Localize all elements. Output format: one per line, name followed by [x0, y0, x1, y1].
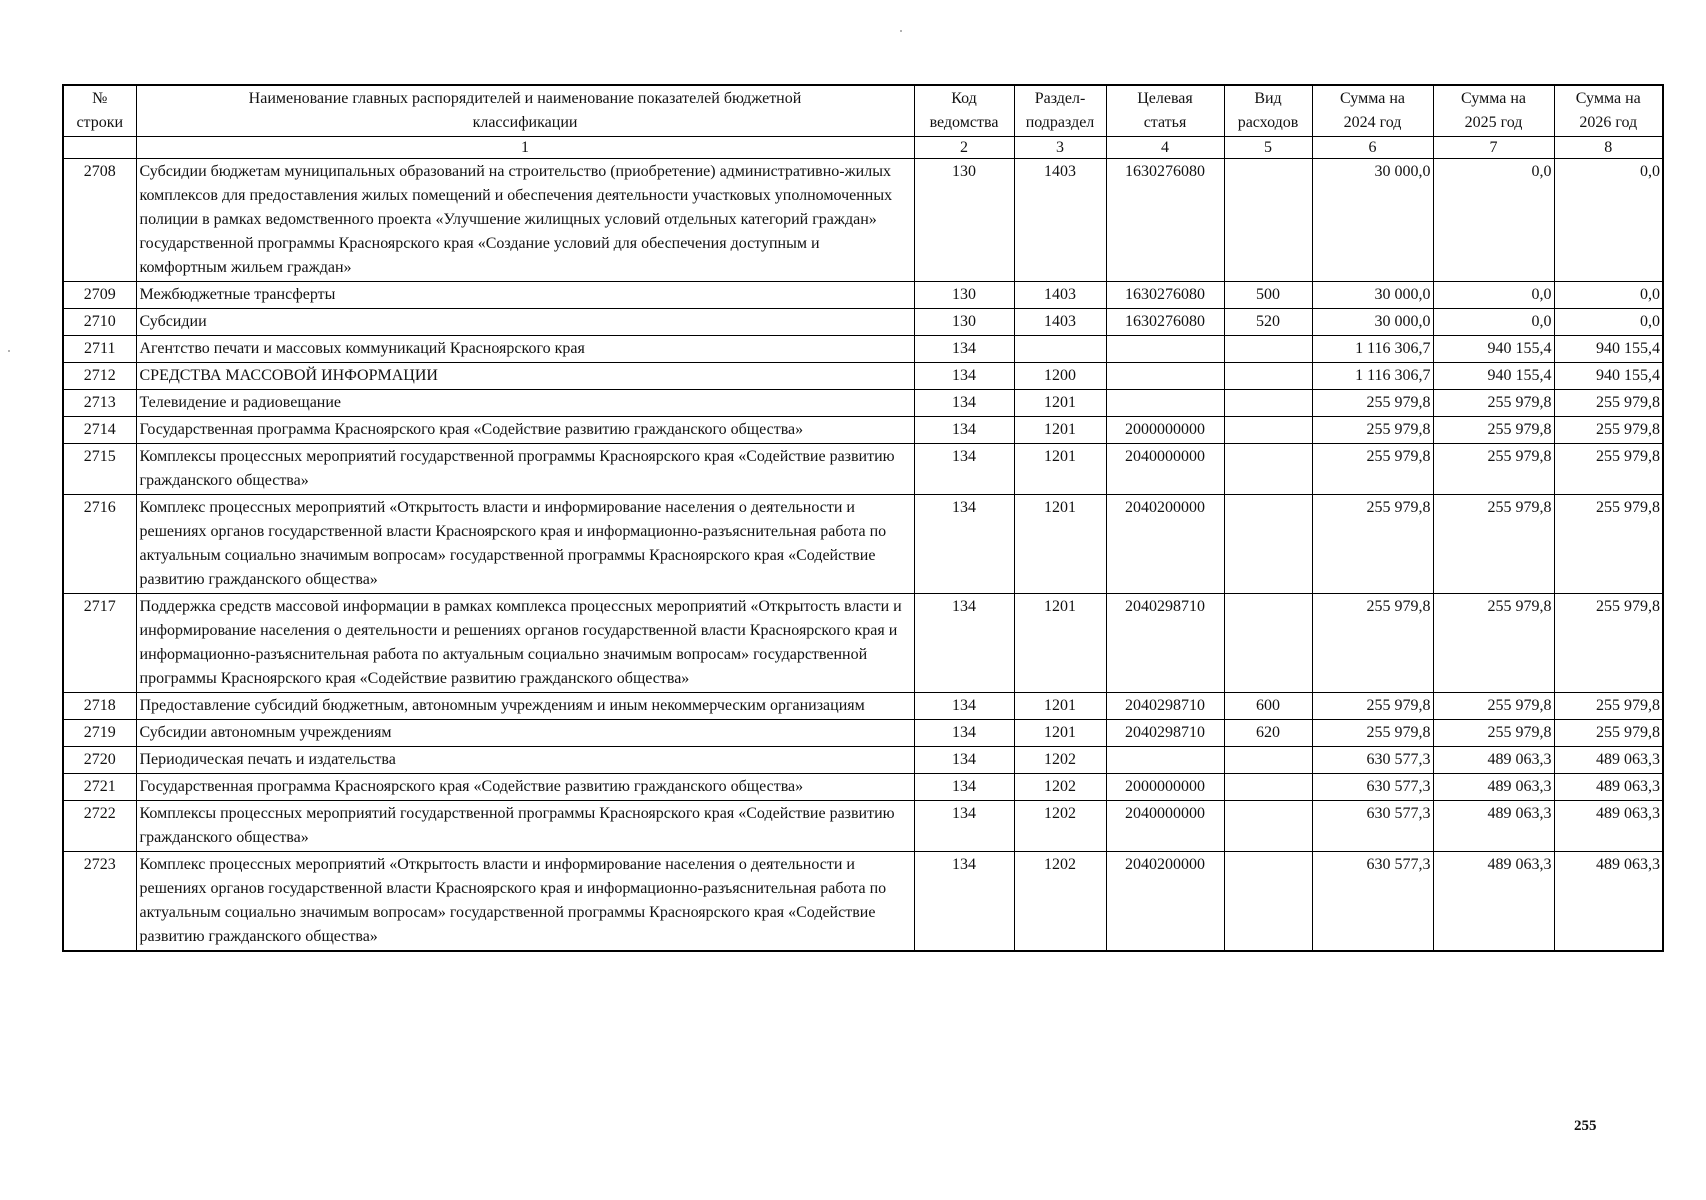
row-expense-type — [1224, 774, 1312, 801]
row-target-item — [1106, 363, 1224, 390]
row-number: 2709 — [63, 282, 136, 309]
column-number: 5 — [1224, 137, 1312, 159]
row-sum-2025: 940 155,4 — [1433, 363, 1554, 390]
row-section: 1403 — [1014, 159, 1106, 282]
row-department-code: 134 — [914, 336, 1014, 363]
row-expense-type — [1224, 801, 1312, 852]
row-sum-2024: 630 577,3 — [1312, 801, 1433, 852]
column-number: 3 — [1014, 137, 1106, 159]
row-sum-2024: 255 979,8 — [1312, 444, 1433, 495]
row-number: 2722 — [63, 801, 136, 852]
row-sum-2024: 255 979,8 — [1312, 417, 1433, 444]
row-department-code: 134 — [914, 801, 1014, 852]
row-sum-2026: 0,0 — [1554, 159, 1663, 282]
row-sum-2024: 255 979,8 — [1312, 693, 1433, 720]
row-sum-2025: 255 979,8 — [1433, 594, 1554, 693]
table-row — [63, 282, 1663, 309]
row-department-code: 134 — [914, 720, 1014, 747]
row-number: 2723 — [63, 852, 136, 952]
table-row — [63, 417, 1663, 444]
row-expense-type — [1224, 747, 1312, 774]
table-row — [63, 774, 1663, 801]
row-number: 2714 — [63, 417, 136, 444]
row-sum-2025: 489 063,3 — [1433, 747, 1554, 774]
row-name: Комплексы процессных мероприятий государственной программы Красноярского края «Содействие развитию гражданского общества» — [136, 444, 914, 495]
row-department-code: 134 — [914, 693, 1014, 720]
row-expense-type — [1224, 495, 1312, 594]
row-sum-2026: 255 979,8 — [1554, 594, 1663, 693]
row-expense-type — [1224, 852, 1312, 952]
row-expense-type: 600 — [1224, 693, 1312, 720]
scan-speck — [900, 30, 902, 32]
row-target-item: 1630276080 — [1106, 309, 1224, 336]
scan-speck — [8, 350, 10, 352]
row-department-code: 134 — [914, 594, 1014, 693]
row-sum-2025: 0,0 — [1433, 309, 1554, 336]
table-row — [63, 390, 1663, 417]
row-number: 2721 — [63, 774, 136, 801]
table-row — [63, 159, 1663, 282]
row-name: Агентство печати и массовых коммуникаций Красноярского края — [136, 336, 914, 363]
row-section: 1201 — [1014, 720, 1106, 747]
row-sum-2026: 0,0 — [1554, 282, 1663, 309]
header-target-item: Целевая статья — [1106, 85, 1224, 137]
row-department-code: 134 — [914, 417, 1014, 444]
row-sum-2026: 940 155,4 — [1554, 336, 1663, 363]
row-name: Субсидии — [136, 309, 914, 336]
row-target-item: 2040298710 — [1106, 693, 1224, 720]
row-section: 1201 — [1014, 390, 1106, 417]
row-sum-2024: 630 577,3 — [1312, 747, 1433, 774]
row-target-item: 2000000000 — [1106, 417, 1224, 444]
row-section: 1202 — [1014, 852, 1106, 952]
row-name: Субсидии бюджетам муниципальных образований на строительство (приобретение) административно-жилых комплексов для предоставления жилых помещений и обеспечения деятельности участковых уполномоченных полиции в рамках ведомственного проекта «Улучшение жилищных условий отдельных категорий граждан» государственной программы Красноярского края «Создание условий для обеспечения доступным и комфортным жильем граждан» — [136, 159, 914, 282]
header-section: Раздел- подраздел — [1014, 85, 1106, 137]
row-sum-2026: 255 979,8 — [1554, 390, 1663, 417]
row-name: Телевидение и радиовещание — [136, 390, 914, 417]
row-target-item — [1106, 336, 1224, 363]
row-sum-2025: 255 979,8 — [1433, 417, 1554, 444]
row-department-code: 134 — [914, 774, 1014, 801]
table-row — [63, 444, 1663, 495]
row-target-item: 2000000000 — [1106, 774, 1224, 801]
row-number: 2715 — [63, 444, 136, 495]
header-name: Наименование главных распорядителей и наименование показателей бюджетной классификации — [136, 85, 914, 137]
row-target-item: 2040000000 — [1106, 801, 1224, 852]
row-sum-2026: 489 063,3 — [1554, 852, 1663, 952]
table-body — [63, 159, 1663, 952]
table-row — [63, 363, 1663, 390]
table-row — [63, 747, 1663, 774]
row-number: 2716 — [63, 495, 136, 594]
column-number: 6 — [1312, 137, 1433, 159]
row-target-item — [1106, 390, 1224, 417]
row-sum-2024: 1 116 306,7 — [1312, 336, 1433, 363]
row-number: 2713 — [63, 390, 136, 417]
row-sum-2026: 255 979,8 — [1554, 720, 1663, 747]
row-sum-2025: 489 063,3 — [1433, 774, 1554, 801]
row-sum-2025: 255 979,8 — [1433, 693, 1554, 720]
row-sum-2026: 255 979,8 — [1554, 444, 1663, 495]
row-section: 1202 — [1014, 801, 1106, 852]
column-number-row — [63, 137, 1663, 159]
row-sum-2026: 489 063,3 — [1554, 801, 1663, 852]
row-sum-2024: 630 577,3 — [1312, 774, 1433, 801]
row-sum-2024: 255 979,8 — [1312, 720, 1433, 747]
row-sum-2026: 489 063,3 — [1554, 774, 1663, 801]
row-sum-2026: 489 063,3 — [1554, 747, 1663, 774]
table-row — [63, 495, 1663, 594]
header-row-number: № строки — [63, 85, 136, 137]
row-section: 1201 — [1014, 594, 1106, 693]
row-section: 1201 — [1014, 693, 1106, 720]
row-section: 1201 — [1014, 444, 1106, 495]
row-department-code: 134 — [914, 444, 1014, 495]
header-row — [63, 85, 1663, 137]
budget-table — [62, 84, 1664, 952]
row-sum-2024: 30 000,0 — [1312, 282, 1433, 309]
row-expense-type — [1224, 336, 1312, 363]
table-row — [63, 336, 1663, 363]
column-number — [63, 137, 136, 159]
row-expense-type — [1224, 159, 1312, 282]
row-department-code: 130 — [914, 282, 1014, 309]
table-row — [63, 852, 1663, 952]
row-expense-type — [1224, 417, 1312, 444]
header-expense-type: Вид расходов — [1224, 85, 1312, 137]
row-target-item: 2040298710 — [1106, 594, 1224, 693]
row-section: 1403 — [1014, 282, 1106, 309]
row-target-item: 2040298710 — [1106, 720, 1224, 747]
row-name: Комплексы процессных мероприятий государственной программы Красноярского края «Содействие развитию гражданского общества» — [136, 801, 914, 852]
row-target-item: 1630276080 — [1106, 282, 1224, 309]
row-expense-type: 500 — [1224, 282, 1312, 309]
row-target-item: 2040000000 — [1106, 444, 1224, 495]
row-department-code: 130 — [914, 159, 1014, 282]
row-section: 1200 — [1014, 363, 1106, 390]
row-department-code: 134 — [914, 390, 1014, 417]
row-name: Межбюджетные трансферты — [136, 282, 914, 309]
row-sum-2024: 255 979,8 — [1312, 594, 1433, 693]
row-expense-type — [1224, 594, 1312, 693]
row-section: 1201 — [1014, 417, 1106, 444]
row-section: 1202 — [1014, 774, 1106, 801]
row-name: Субсидии автономным учреждениям — [136, 720, 914, 747]
row-number: 2712 — [63, 363, 136, 390]
table-row — [63, 309, 1663, 336]
row-sum-2025: 940 155,4 — [1433, 336, 1554, 363]
row-name: Комплекс процессных мероприятий «Открытость власти и информирование населения о деятельности и решениях органов государственной власти Красноярского края и информационно-разъяснительная работа по актуальным социально значимым вопросам» государственной программы Красноярского края «Содействие развитию гражданского общества» — [136, 495, 914, 594]
header-sum-2025: Сумма на 2025 год — [1433, 85, 1554, 137]
row-name: Поддержка средств массовой информации в рамках комплекса процессных мероприятий «Открытость власти и информирование населения о деятельности и решениях органов государственной власти Красноярского края и информационно-разъяснительная работа по актуальным социально значимым вопросам» государственной программы Красноярского края «Содействие развитию гражданского общества» — [136, 594, 914, 693]
table-row — [63, 693, 1663, 720]
row-sum-2025: 255 979,8 — [1433, 495, 1554, 594]
row-sum-2025: 489 063,3 — [1433, 852, 1554, 952]
row-sum-2026: 255 979,8 — [1554, 693, 1663, 720]
page-number: 255 — [1574, 1118, 1597, 1134]
row-section: 1202 — [1014, 747, 1106, 774]
row-sum-2024: 30 000,0 — [1312, 309, 1433, 336]
row-section: 1201 — [1014, 495, 1106, 594]
row-sum-2024: 30 000,0 — [1312, 159, 1433, 282]
row-sum-2026: 0,0 — [1554, 309, 1663, 336]
row-expense-type — [1224, 444, 1312, 495]
row-sum-2024: 255 979,8 — [1312, 495, 1433, 594]
row-department-code: 134 — [914, 852, 1014, 952]
row-name: Государственная программа Красноярского края «Содействие развитию гражданского общества» — [136, 417, 914, 444]
row-section: 1403 — [1014, 309, 1106, 336]
row-section — [1014, 336, 1106, 363]
column-number: 4 — [1106, 137, 1224, 159]
column-number: 8 — [1554, 137, 1663, 159]
row-sum-2024: 630 577,3 — [1312, 852, 1433, 952]
row-target-item — [1106, 747, 1224, 774]
row-number: 2720 — [63, 747, 136, 774]
row-expense-type — [1224, 363, 1312, 390]
table-row — [63, 594, 1663, 693]
row-name: Предоставление субсидий бюджетным, автономным учреждениям и иным некоммерческим организациям — [136, 693, 914, 720]
row-sum-2025: 255 979,8 — [1433, 720, 1554, 747]
row-expense-type — [1224, 390, 1312, 417]
column-number: 2 — [914, 137, 1014, 159]
row-department-code: 134 — [914, 747, 1014, 774]
row-sum-2026: 255 979,8 — [1554, 495, 1663, 594]
row-name: Периодическая печать и издательства — [136, 747, 914, 774]
row-name: Государственная программа Красноярского края «Содействие развитию гражданского общества» — [136, 774, 914, 801]
row-sum-2026: 255 979,8 — [1554, 417, 1663, 444]
row-sum-2026: 940 155,4 — [1554, 363, 1663, 390]
row-number: 2717 — [63, 594, 136, 693]
row-number: 2708 — [63, 159, 136, 282]
row-number: 2711 — [63, 336, 136, 363]
header-sum-2024: Сумма на 2024 год — [1312, 85, 1433, 137]
row-sum-2025: 0,0 — [1433, 159, 1554, 282]
row-name: СРЕДСТВА МАССОВОЙ ИНФОРМАЦИИ — [136, 363, 914, 390]
row-target-item: 2040200000 — [1106, 495, 1224, 594]
header-sum-2026: Сумма на 2026 год — [1554, 85, 1663, 137]
column-number: 7 — [1433, 137, 1554, 159]
table-row — [63, 801, 1663, 852]
row-department-code: 130 — [914, 309, 1014, 336]
row-name: Комплекс процессных мероприятий «Открытость власти и информирование населения о деятельности и решениях органов государственной власти Красноярского края и информационно-разъяснительная работа по актуальным социально значимым вопросам» государственной программы Красноярского края «Содействие развитию гражданского общества» — [136, 852, 914, 952]
row-department-code: 134 — [914, 363, 1014, 390]
row-target-item: 1630276080 — [1106, 159, 1224, 282]
row-number: 2710 — [63, 309, 136, 336]
row-number: 2718 — [63, 693, 136, 720]
header-department-code: Код ведомства — [914, 85, 1014, 137]
row-target-item: 2040200000 — [1106, 852, 1224, 952]
row-sum-2024: 255 979,8 — [1312, 390, 1433, 417]
row-sum-2025: 0,0 — [1433, 282, 1554, 309]
row-sum-2025: 255 979,8 — [1433, 390, 1554, 417]
row-expense-type: 520 — [1224, 309, 1312, 336]
row-sum-2024: 1 116 306,7 — [1312, 363, 1433, 390]
row-sum-2025: 255 979,8 — [1433, 444, 1554, 495]
row-expense-type: 620 — [1224, 720, 1312, 747]
row-department-code: 134 — [914, 495, 1014, 594]
column-number: 1 — [136, 137, 914, 159]
table-row — [63, 720, 1663, 747]
row-sum-2025: 489 063,3 — [1433, 801, 1554, 852]
row-number: 2719 — [63, 720, 136, 747]
